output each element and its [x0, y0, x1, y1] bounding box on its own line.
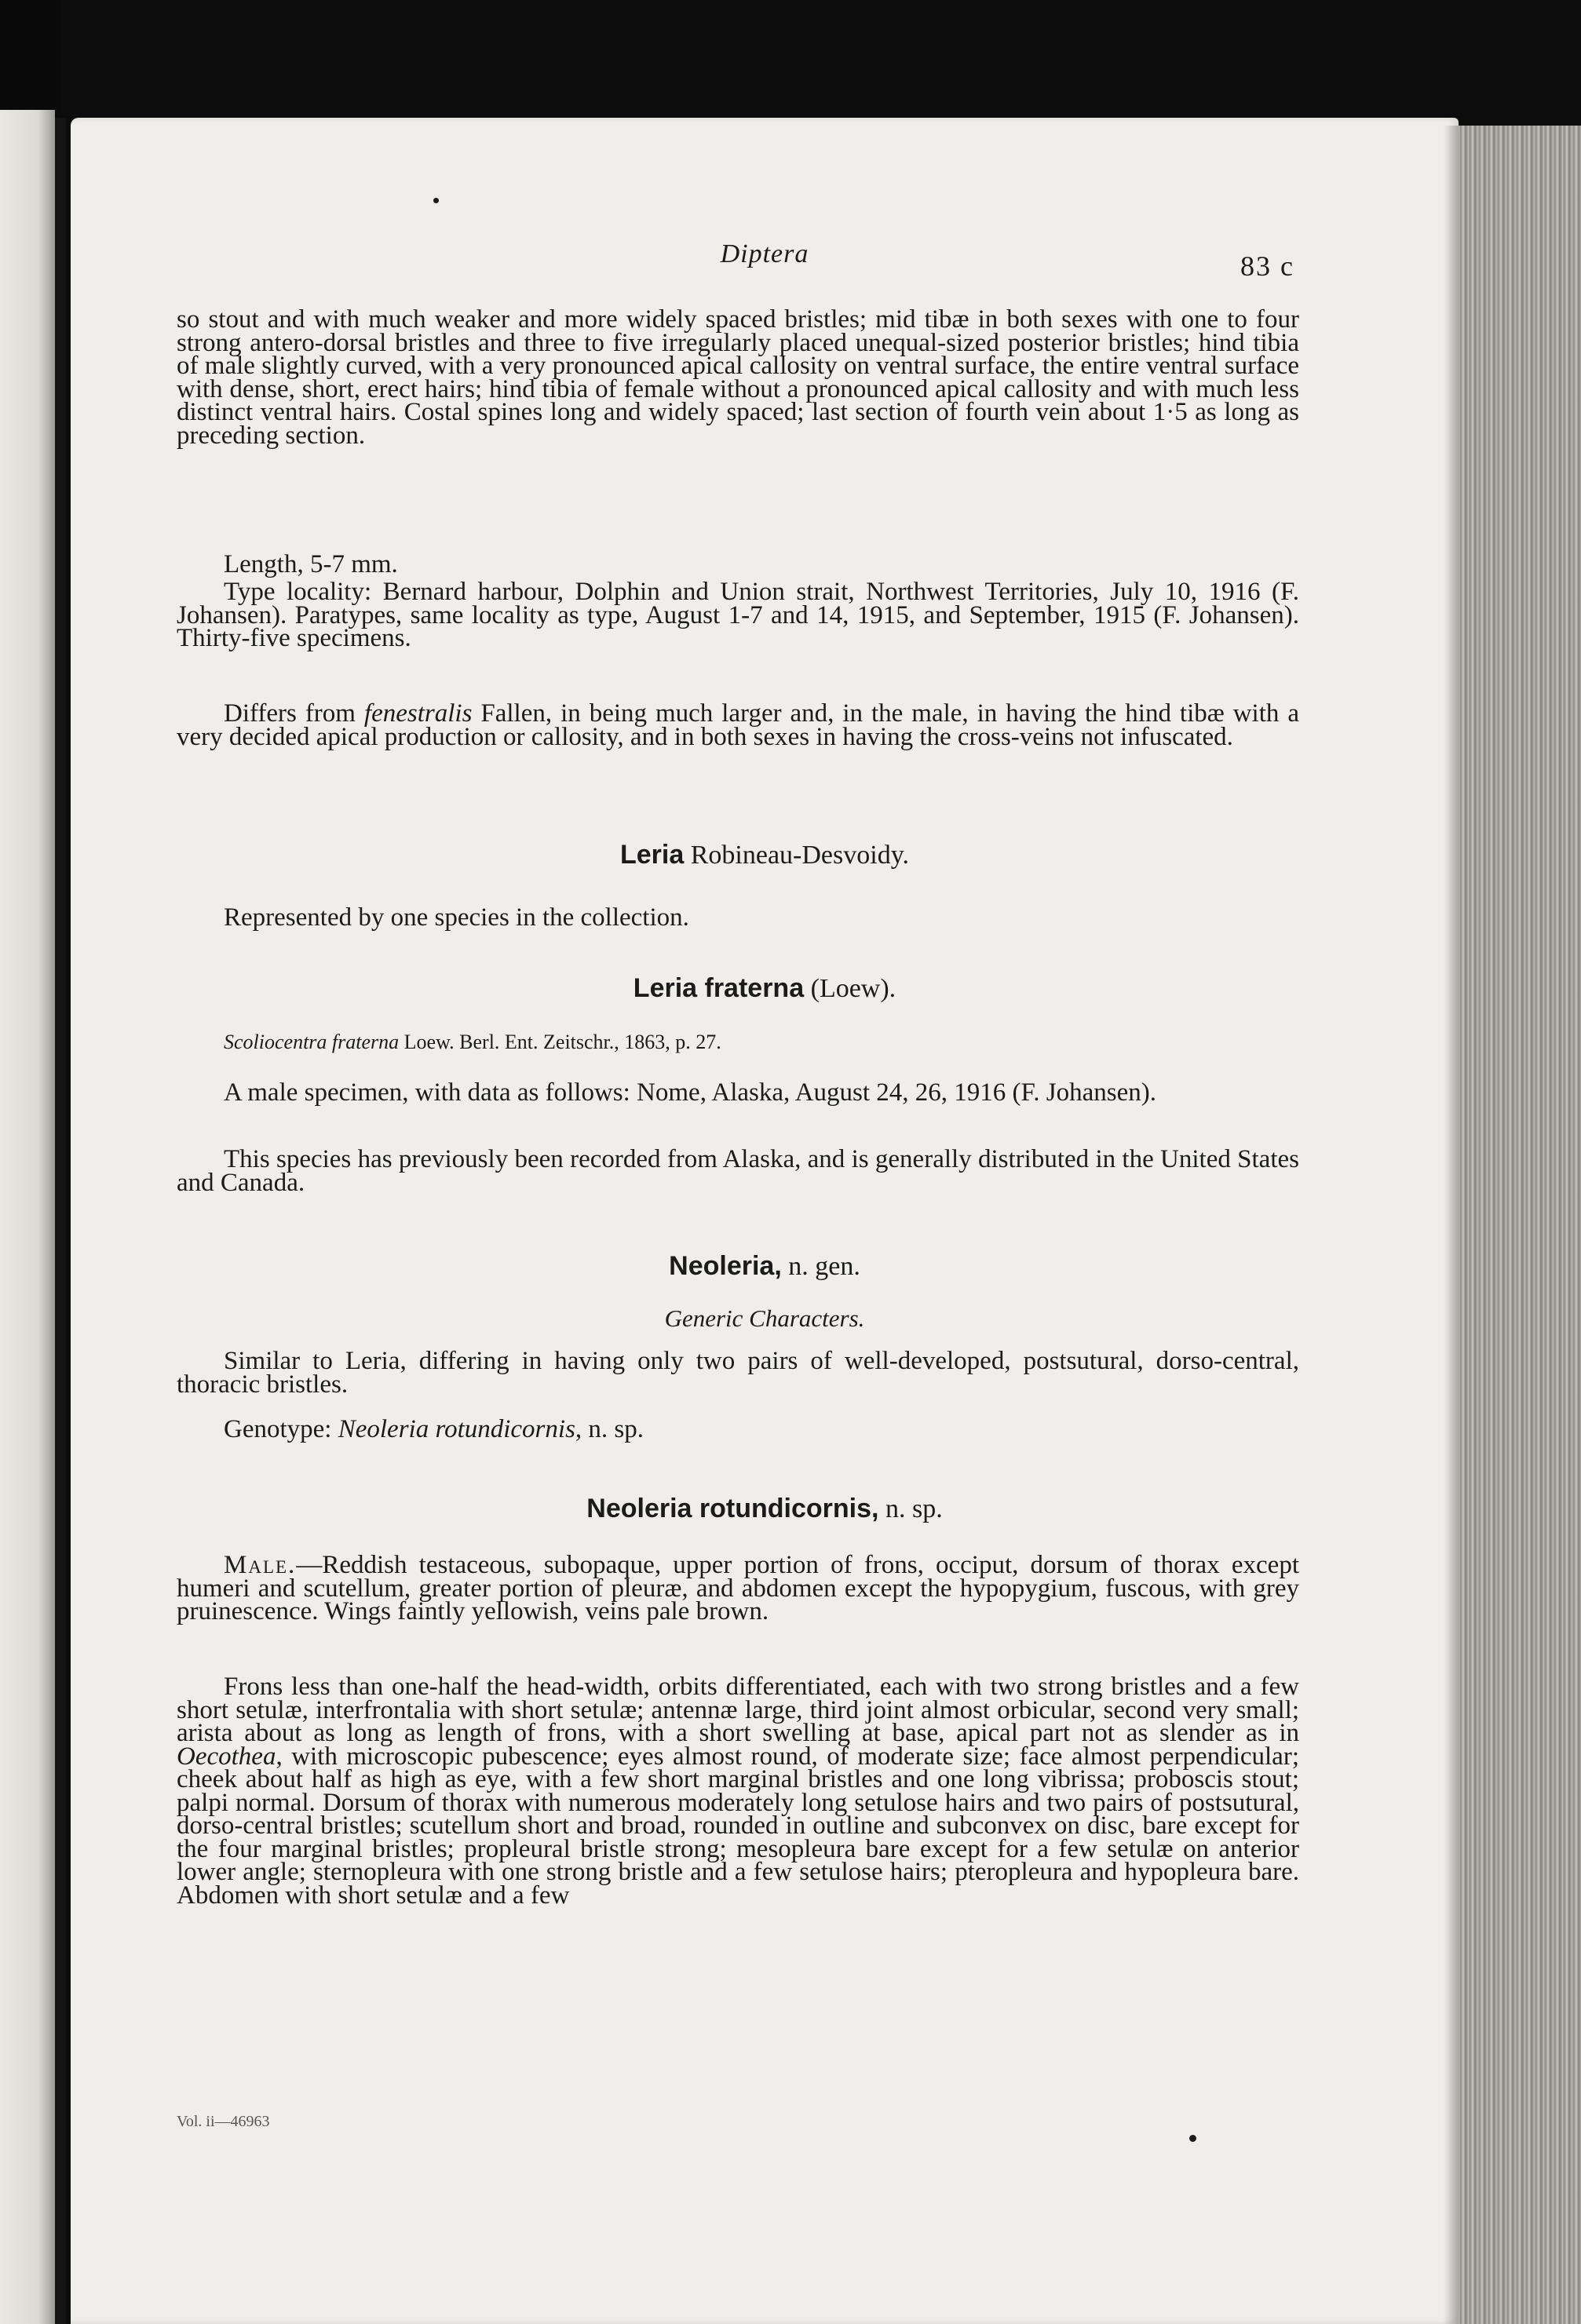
paragraph: Type locality: Bernard harbour, Dolphin and Union strait, Northwest Territories, July 10, 1916 (F. Johansen). Paratypes, same locality as type, August 1-7 and 14, 1915, and September, 1915 (F. Johansen). Thirty-five specimens.	[177, 578, 1299, 652]
differs-paragraph	[177, 699, 1299, 751]
page-number: 83 c	[1240, 250, 1294, 282]
ink-dot	[433, 198, 439, 203]
citation: Loew. Berl. Ent. Zeitschr., 1863, p. 27.	[399, 1031, 721, 1053]
taxon-name: fenestralis	[363, 699, 473, 728]
page-stack-edge	[1459, 126, 1581, 2324]
genus-heading	[71, 840, 1459, 870]
volume-signature: Vol. ii—46963	[177, 2113, 270, 2130]
text-run: , with microscopic pubescence; eyes almost round, of moderate size; face almost perpendicular; cheek about half as high as eye, with a few short marginal bristles and one long vibrissa; proboscis stout; palpi normal. Dorsum of thorax with numerous moderately long setulose hairs and two pairs of postsutural, dorso-central bristles; scutellum short and broad, rounded in outline and subconvex on disc, bare except for the four marginal bristles; propleural bristle strong; mesopleura bare except for a few setulæ on anterior lower angle; sternopleura with one strong bristle and a few setulose hairs; pteropleura and hypopleura bare. Abdomen with short setulæ and a few	[177, 1742, 1299, 1910]
paragraph: Similar to Leria, differing in having only two pairs of well-developed, postsutural, dorso-central, thoracic bristles.	[177, 1347, 1299, 1399]
genus-name: Neoleria,	[669, 1251, 782, 1281]
sex-label: Male.	[224, 1551, 297, 1579]
text-run: Frons less than one-half the head-width, orbits differentiated, each with two strong bristles and a few short setulæ, interfrontalia with short setulæ; antennæ large, third joint almost orbicular, second very small; arista about as long as length of frons, with a short swelling at base, apical part not as slender as in	[177, 1673, 1299, 1747]
genus-note	[177, 903, 1299, 932]
paragraph	[177, 1673, 1299, 1910]
species-author: (Loew).	[804, 974, 896, 1003]
species-heading	[71, 973, 1459, 1004]
species-status: n. sp.	[878, 1494, 943, 1523]
genotype-name: Neoleria rotundicornis	[338, 1415, 575, 1443]
paragraph: so stout and with much weaker and more widely spaced bristles; mid tibæ in both sexes with one to four strong antero-dorsal bristles and three to five irregularly placed unequal-sized posterior bristles; hind tibia of male slightly curved, with a very pronounced apical callosity on ventral surface, the entire ventral surface with dense, short, erect hairs; hind tibia of female without a pronounced apical callosity and with much less distinct ventral hairs. Costal spines long and widely spaced; last section of fourth vein about 1·5 as long as preceding section.	[177, 305, 1299, 450]
description-continuation	[177, 305, 1299, 450]
genus-name: Leria	[619, 840, 685, 870]
frons-description	[177, 1673, 1299, 1910]
distribution-paragraph	[177, 1145, 1299, 1197]
paragraph: Length, 5-7 mm.	[224, 550, 398, 578]
text-run: , n. sp.	[575, 1415, 644, 1443]
length-paragraph	[177, 550, 1299, 578]
text-run: Fallen, in being much larger and, in the male, in having the hind tibæ with a very decided apical production or callosity, and in both sexes in having the cross-veins not infuscated.	[177, 699, 1299, 751]
new-genus-heading	[71, 1251, 1459, 1282]
genus-status: n. gen.	[781, 1252, 860, 1281]
paragraph	[177, 1415, 1299, 1443]
specimen-record	[177, 1078, 1299, 1107]
paragraph	[177, 1551, 1299, 1625]
synonym-citation	[177, 1031, 1299, 1054]
male-description	[177, 1551, 1299, 1625]
genus-author: Robineau-Desvoidy.	[684, 841, 909, 870]
previous-page-edge	[0, 110, 55, 2324]
genotype-label: Genotype:	[224, 1415, 338, 1443]
text-run: —Reddish testaceous, subopaque, upper portion of frons, occiput, dorsum of thorax except humeri and scutellum, greater portion of pleuræ, and abdomen except the hypopygium, fuscous, with grey pruinescence. Wings faintly yellowish, veins pale brown.	[177, 1551, 1299, 1625]
species-name: Neoleria rotundicornis,	[586, 1494, 879, 1523]
similar-paragraph	[177, 1347, 1299, 1399]
book-gutter	[55, 118, 66, 2324]
paragraph: This species has previously been recorded from Alaska, and is generally distributed in the United States and Canada.	[177, 1145, 1299, 1197]
paragraph: A male specimen, with data as follows: Nome, Alaska, August 24, 26, 1916 (F. Johansen).	[224, 1078, 1156, 1107]
running-head: Diptera	[720, 239, 809, 268]
paragraph	[177, 699, 1299, 751]
paragraph	[177, 1031, 1299, 1054]
species-name: Leria fraterna	[633, 973, 805, 1003]
type-locality-paragraph	[177, 578, 1299, 652]
generic-characters-heading: Generic Characters.	[664, 1304, 865, 1332]
synonym-name: Scoliocentra fraterna	[224, 1031, 400, 1053]
text-run: Differs from	[224, 699, 364, 728]
genotype-paragraph	[177, 1415, 1299, 1443]
species-heading	[71, 1494, 1459, 1524]
taxon-name: Oecothea	[177, 1742, 276, 1771]
ink-dot	[1189, 2135, 1196, 2142]
paragraph: Represented by one species in the collection.	[224, 903, 689, 932]
